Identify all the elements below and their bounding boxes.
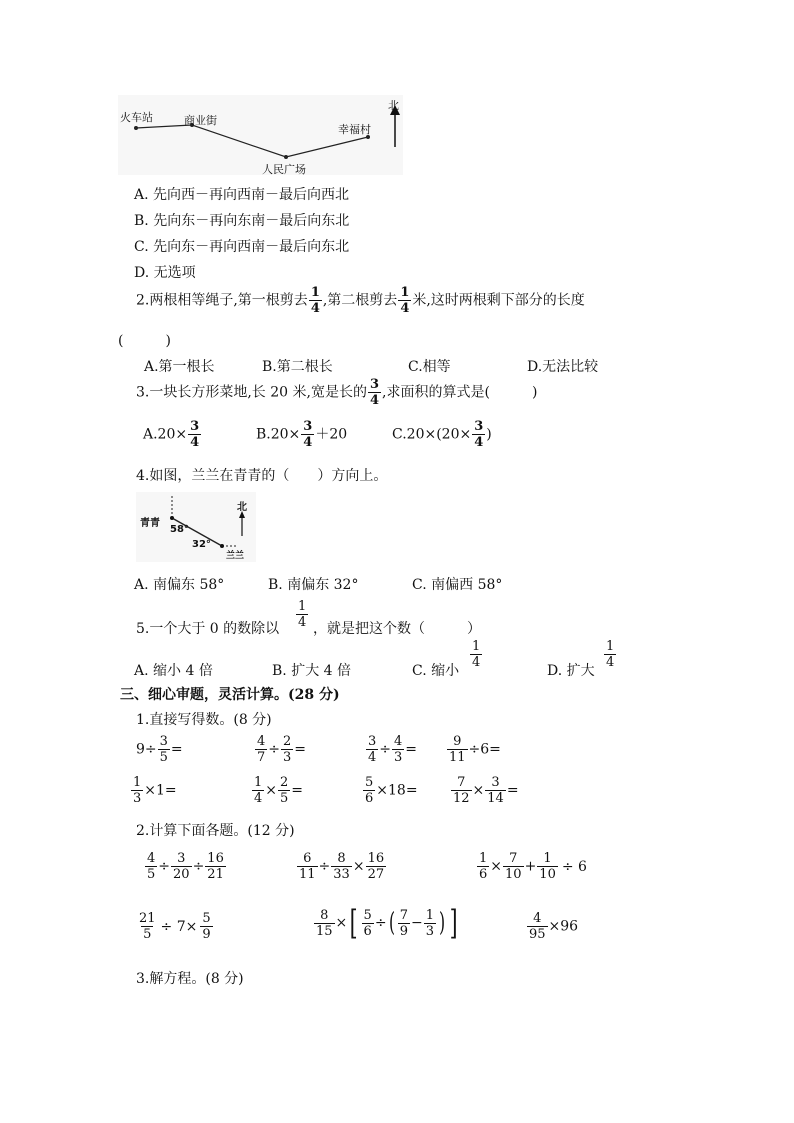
fraction: $\frac{1}{6}$	[479, 851, 488, 882]
direct-item-5: $\frac{1}{3}$ ×1=	[133, 775, 177, 806]
fraction: $\frac{3}{20}$	[173, 851, 190, 882]
fraction: $\frac{5}{9}$	[202, 911, 211, 942]
q2-text-c: 米,这时两根剩下部分的长度	[412, 292, 585, 309]
calc-expr-3: $\frac{1}{6}$ × $\frac{7}{10}$ + $\frac{1}{10}$ ÷ 6	[479, 851, 587, 882]
q3-text	[136, 378, 537, 407]
q5-option-d: D. 扩大	[547, 663, 595, 679]
fraction: $\frac{1}{4}$	[298, 599, 307, 630]
q2-option-c: C.相等	[408, 359, 451, 375]
section-title: 三、细心审题，灵活计算。(28 分)	[120, 687, 340, 703]
fraction: $\frac{1}{4}$	[606, 639, 615, 670]
fraction: $\frac{7}{12}$	[453, 775, 470, 806]
fraction: $\frac{8}{33}$	[333, 851, 350, 882]
label-qingqing: 青青	[140, 518, 160, 529]
direct-item-4: $\frac{9}{11}$ ÷6=	[449, 734, 501, 765]
fraction: $\frac{16}{27}$	[367, 851, 385, 882]
label-street: 商业街	[184, 114, 217, 127]
subsection-2-title: 2.计算下面各题。(12 分)	[136, 823, 295, 839]
q2-option-b: B.第二根长	[262, 359, 333, 375]
subsection-3-title: 3.解方程。(8 分)	[136, 971, 244, 987]
q2-option-a: A.第一根长	[144, 359, 215, 375]
label-village: 幸福村	[338, 123, 371, 136]
q5-option-d-fraction	[603, 640, 617, 669]
fraction: $\frac{3}{4}$	[303, 419, 313, 450]
fraction: $\frac{5}{6}$	[363, 907, 372, 939]
fraction: $\frac{3}{14}$	[487, 775, 504, 806]
fraction: $\frac{21}{5}$	[139, 911, 156, 942]
fraction: $\frac{6}{11}$	[299, 851, 316, 882]
calc-expr-2: $\frac{6}{11}$ ÷ $\frac{8}{33}$ × $\frac{16}{27}$	[299, 851, 385, 882]
fraction: $\frac{9}{11}$	[449, 734, 466, 765]
q2-text-b: ,第二根剪去	[322, 292, 398, 309]
fraction: $\frac{16}{21}$	[207, 851, 224, 882]
label-station: 火车站	[120, 111, 153, 124]
q1-option-b: B. 先向东－再向东南－最后向东北	[134, 213, 350, 229]
fraction: $\frac{2}{5}$	[280, 775, 289, 806]
fraction: $\frac{8}{15}$	[316, 907, 333, 939]
fraction: $\frac{3}{4}$	[190, 419, 200, 450]
q4-text: 4.如图，兰兰在青青的（ ）方向上。	[136, 468, 388, 484]
direction-diagram	[136, 492, 256, 562]
fraction: $\frac{1}{10}$	[539, 851, 556, 882]
fraction: $\frac{4}{7}$	[257, 734, 266, 765]
fraction: $\frac{1}{4}$	[254, 775, 263, 806]
q5-option-c-fraction	[469, 640, 483, 669]
q2-text	[136, 286, 585, 315]
calc-expr-6: $\frac{4}{95}$ ×96	[529, 911, 579, 942]
q5-option-b: B. 扩大 4 倍	[272, 663, 351, 679]
fraction: $\frac{7}{10}$	[505, 851, 522, 882]
q2-option-d: D.无法比较	[527, 359, 599, 375]
q1-option-c: C. 先向东－再向西南－最后向东北	[134, 239, 350, 255]
q3-option-c: C.20×(20× $\frac{3}{4}$ )	[392, 419, 492, 450]
q4-option-a: A. 南偏东 58°	[134, 577, 225, 593]
fraction: $\frac{7}{9}$	[399, 907, 408, 939]
fraction: $\frac{3}{5}$	[159, 734, 168, 765]
fraction: $\frac{1}{4}$	[310, 285, 320, 316]
q2-answer-paren: ( )	[118, 333, 171, 349]
label-north: 北	[388, 99, 399, 112]
direct-item-1: 9÷ $\frac{3}{5}$ =	[136, 734, 183, 765]
fraction: $\frac{3}{4}$	[369, 377, 380, 408]
q2-text-a: 2.两根相等绳子,第一根剪去	[136, 292, 308, 309]
q4-option-b: B. 南偏东 32°	[268, 577, 359, 593]
direct-item-7: $\frac{5}{6}$ ×18=	[365, 775, 418, 806]
q4-option-c: C. 南偏西 58°	[412, 577, 503, 593]
direct-item-2: $\frac{4}{7}$ ÷ $\frac{2}{3}$ =	[257, 734, 307, 765]
subsection-1-title: 1.直接写得数。(8 分)	[136, 712, 272, 728]
q5-option-c: C. 缩小	[412, 663, 460, 679]
fraction: $\frac{4}{95}$	[529, 911, 546, 942]
q3-text-a: 3.一块长方形菜地,长 20 米,宽是长的	[136, 384, 367, 401]
route-map-diagram	[118, 95, 403, 175]
q5-text-a: 5.一个大于 0 的数除以	[136, 621, 280, 637]
fraction: $\frac{4}{5}$	[147, 851, 156, 882]
direct-item-3: $\frac{3}{4}$ ÷ $\frac{4}{3}$ =	[368, 734, 418, 765]
q3-option-b: B.20× $\frac{3}{4}$ ＋20	[256, 419, 348, 450]
fraction: $\frac{4}{3}$	[394, 734, 403, 765]
fraction: $\frac{3}{4}$	[368, 734, 377, 765]
fraction: $\frac{3}{4}$	[474, 419, 484, 450]
q5-option-a: A. 缩小 4 倍	[134, 663, 213, 679]
fraction: $\frac{1}{4}$	[400, 285, 410, 316]
direct-item-6: $\frac{1}{4}$ × $\frac{2}{5}$ =	[254, 775, 304, 806]
label-lanlan: 兰兰	[226, 551, 245, 561]
calc-expr-1: $\frac{4}{5}$ ÷ $\frac{3}{20}$ ÷ $\frac{16}{21}$	[147, 851, 224, 882]
label-angle-32: 32°	[192, 539, 211, 550]
calc-expr-5: $\frac{8}{15}$ ×[ $\frac{5}{6}$ ÷( $\frac{7}{9}$ − $\frac{1}{3}$ ) ]	[316, 903, 458, 943]
fraction: $\frac{2}{3}$	[283, 734, 292, 765]
q1-option-d: D. 无选项	[134, 265, 196, 281]
q5-fraction	[295, 600, 309, 629]
fraction: $\frac{1}{3}$	[425, 907, 435, 939]
q3-text-b: ,求面积的算式是( )	[382, 384, 538, 401]
label-north-2: 北	[237, 502, 247, 513]
label-angle-58: 58°	[170, 524, 189, 535]
q5-text-b: ，就是把这个数（ ）	[313, 621, 481, 637]
fraction: $\frac{1}{4}$	[472, 639, 481, 670]
fraction: $\frac{5}{6}$	[365, 775, 374, 806]
label-square: 人民广场	[262, 163, 306, 176]
q1-option-a: A. 先向西－再向西南－最后向西北	[134, 187, 350, 203]
q3-option-a: A.20× $\frac{3}{4}$	[143, 419, 200, 450]
direct-item-8: $\frac{7}{12}$ × $\frac{3}{14}$ =	[453, 775, 519, 806]
calc-expr-4: $\frac{21}{5}$ ÷ 7× $\frac{5}{9}$	[139, 911, 211, 942]
fraction: $\frac{1}{3}$	[133, 775, 142, 806]
